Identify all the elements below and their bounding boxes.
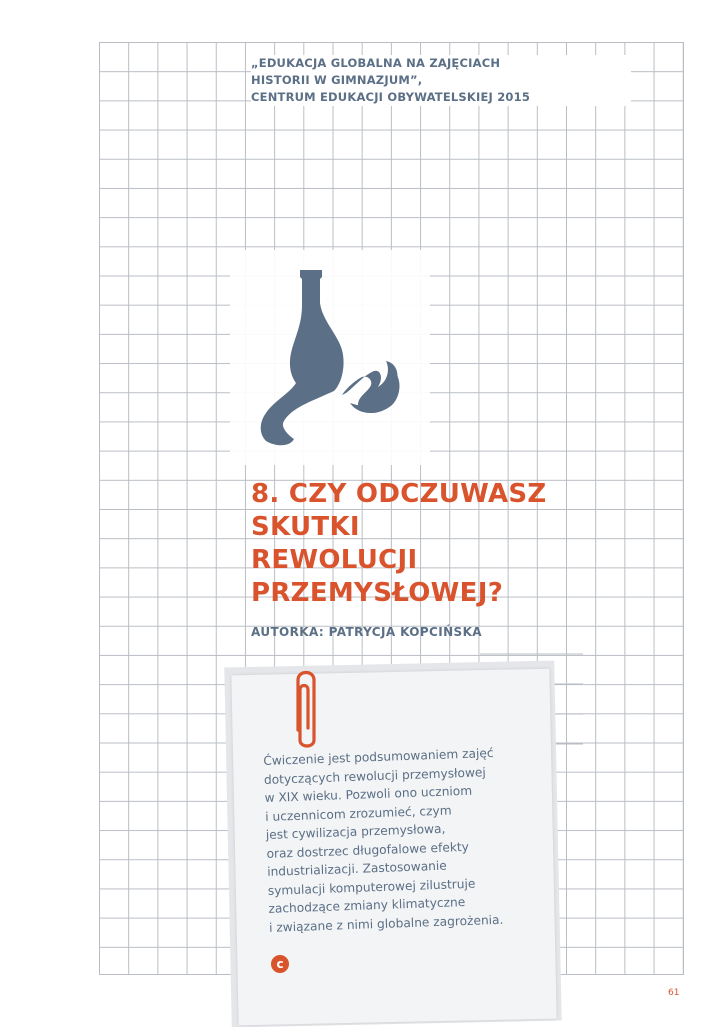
note-line: Ćwiczenie jest podsumowaniem zajęć xyxy=(263,745,494,768)
note-text xyxy=(263,742,559,937)
source-line: HISTORII W GIMNAZJUM”, xyxy=(251,73,423,87)
note-line: oraz dostrzec długofalowe efekty xyxy=(266,839,470,861)
source-line: „EDUKACJA GLOBALNA NA ZAJĘCIACH xyxy=(251,56,501,70)
title-line: REWOLUCJI xyxy=(251,545,418,575)
note-line: zachodzące zmiany klimatyczne xyxy=(268,895,466,916)
paperclip-icon xyxy=(288,660,324,750)
note-line: i uczennicom zrozumieć, czym xyxy=(265,802,452,824)
note-line: industrializacji. Zastosowanie xyxy=(266,858,448,879)
author-line: AUTORKA: PATRYCJA KOPCIŃSKA xyxy=(251,625,482,639)
bottle-question-mark-icon xyxy=(250,265,410,465)
note-line: jest cywilizacja przemysłowa, xyxy=(265,821,446,842)
note-line: w XIX wieku. Pozwoli ono uczniom xyxy=(264,783,473,805)
chapter-title xyxy=(251,478,611,610)
title-line: PRZEMYSŁOWEJ? xyxy=(251,578,504,608)
note-line: dotyczących rewolucji przemysłowej xyxy=(263,764,487,787)
page-number: 61 xyxy=(668,988,680,998)
title-line: 8. CZY ODCZUWASZ xyxy=(251,479,547,509)
title-line: SKUTKI xyxy=(251,512,360,542)
note-line: symulacji komputerowej zilustruje xyxy=(267,876,476,898)
c-logo-badge: c xyxy=(271,955,289,973)
source-line: CENTRUM EDUKACJI OBYWATELSKIEJ 2015 xyxy=(251,90,531,104)
note-line: i związane z nimi globalne zagrożenia. xyxy=(268,912,504,935)
source-citation xyxy=(251,55,631,106)
